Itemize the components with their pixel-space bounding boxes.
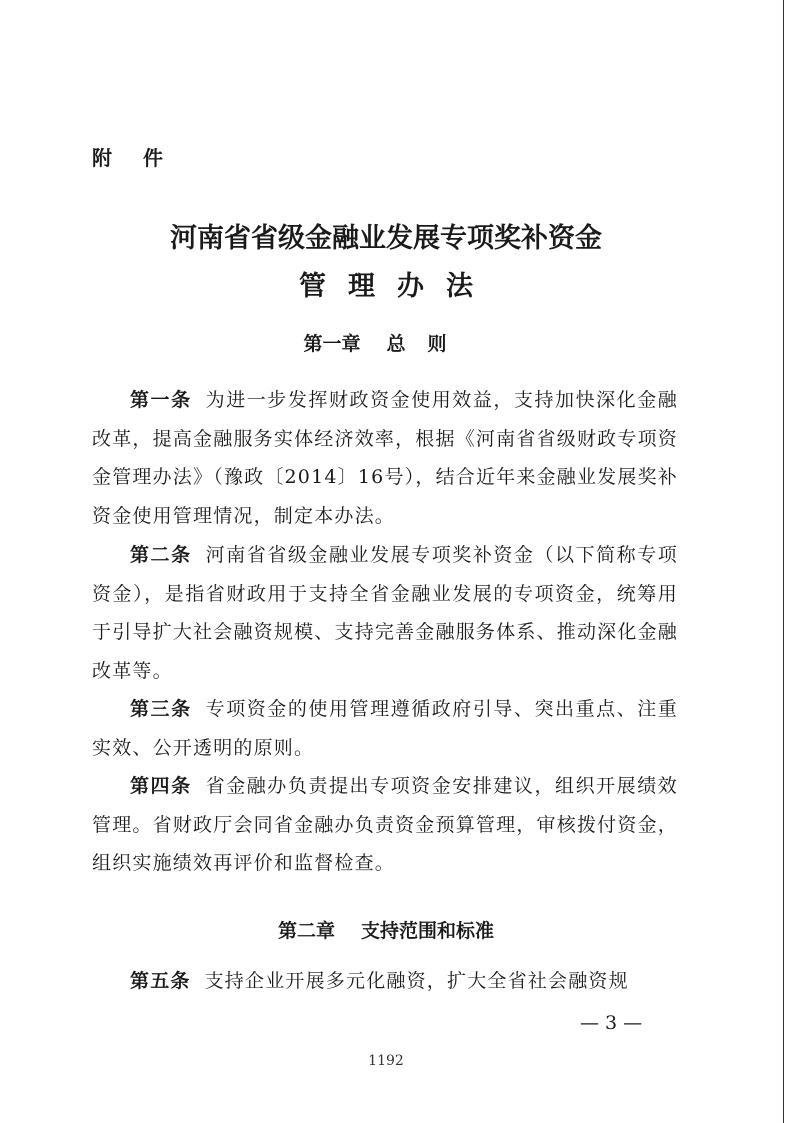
document-title-line2: 管理办法 xyxy=(299,271,495,302)
chapter-heading-2 xyxy=(0,916,772,943)
article-paragraph xyxy=(92,381,678,535)
chapter-title: 支持范围和标准 xyxy=(361,920,495,942)
chapter-number: 第一章 xyxy=(303,333,361,355)
article-label: 第四条 xyxy=(130,775,192,797)
article-label: 第五条 xyxy=(130,970,191,992)
chapter-heading-1 xyxy=(0,329,772,356)
article-paragraph xyxy=(92,767,678,883)
article-text: 专项资金的使用管理遵循政府引导、突出重点、注重实效、公开透明的原则。 xyxy=(92,698,678,759)
chapter-title: 总则 xyxy=(386,333,469,355)
article-label: 第一条 xyxy=(130,389,192,411)
page-edge-line xyxy=(783,0,784,1123)
article-text: 河南省省级金融业发展专项奖补资金（以下简称专项资金），是指省财政用于支持全省金融业发展的专项资金，统筹用于引导扩大社会融资规模、支持完善金融服务体系、推动深化金融改革等。 xyxy=(92,544,678,682)
document-title: 河南省省级金融业发展专项奖补资金 xyxy=(170,223,602,254)
article-paragraph xyxy=(92,536,678,690)
article-paragraph xyxy=(92,962,678,1001)
page-number: — 3 — xyxy=(580,1012,643,1034)
chapter-number: 第二章 xyxy=(277,920,335,942)
article-text: 支持企业开展多元化融资，扩大全省社会融资规 xyxy=(204,970,629,992)
article-label: 第二条 xyxy=(130,544,192,566)
article-text: 省金融办负责提出专项资金安排建议，组织开展绩效管理。省财政厅会同省金融办负责资金预算管理，审核拨付资金，组织实施绩效再评价和监督检查。 xyxy=(92,775,678,875)
folio-number: 1192 xyxy=(368,1053,404,1069)
article-label: 第三条 xyxy=(130,698,192,720)
article-text: 为进一步发挥财政资金使用效益，支持加快深化金融改革，提高金融服务实体经济效率，根据《河南省省级财政专项资金管理办法》（豫政〔2014〕16号），结合近年来金融业发展奖补资金使用管理情况，制定本办法。 xyxy=(92,389,678,527)
article-paragraph xyxy=(92,690,678,767)
attachment-label: 附 件 xyxy=(92,146,175,170)
